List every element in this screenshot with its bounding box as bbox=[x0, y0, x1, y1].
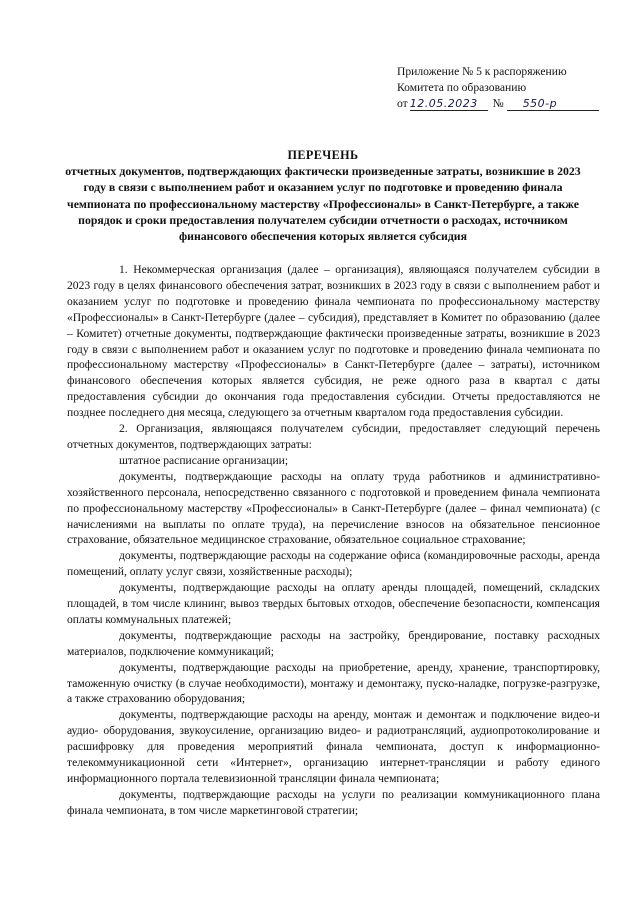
list-item-staff-schedule: штатное расписание организации; bbox=[119, 453, 289, 467]
attachment-date-line bbox=[397, 96, 612, 112]
paragraph-2: 2. Организация, являющаяся получателем субсидии, предоставляет следующий перечень отчетных документов, подтверждающих затраты: bbox=[67, 422, 600, 451]
list-item-construction-costs: документы, подтверждающие расходы на застройку, брендирование, поставку расходных материалов, подключение коммуникаций; bbox=[67, 628, 600, 658]
attachment-line-1: Приложение № 5 к распоряжению bbox=[397, 65, 567, 78]
attachment-block bbox=[397, 64, 612, 112]
attachment-line-2: Комитета по образованию bbox=[397, 81, 527, 94]
title-heading: ПЕРЕЧЕНЬ bbox=[287, 148, 359, 162]
list-item-office-costs: документы, подтверждающие расходы на содержание офиса (командировочные расходы, аренда помещений, оплату услуг связи, хозяйственные расходы); bbox=[67, 549, 600, 579]
paragraph-1: 1. Некоммерческая организация (далее – организация), являющаяся получателем субсидии в 2023 году в целях финансового обеспечения затрат, возникших в 2023 году в связи с выполнением работ и оказанием услуг по подготовке и проведению финала чемпионата по профессиональному мастерству «Профессионалы» в Санкт-Петербурге (далее – субсидия), представляет в Комитет по образованию (далее – Комитет) отчетные документы, подтверждающие фактически произведенные затраты, возникшие в 2023 году в связи с выполнением работ и оказанием услуг по подготовке и проведению финала чемпионата по профессиональному мастерству «Профессионалы» в Санкт-Петербурге (далее – затраты), источником финансового обеспечения которых является субсидия, не реже одного раза в квартал с даты предоставления субсидии до окончания года предоставления субсидии. Отчеты предоставляются не позднее последнего дня месяца, следующего за отчетным кварталом года предоставления субсидии. bbox=[67, 263, 600, 420]
document-body bbox=[67, 262, 600, 819]
list-item-labor-costs: документы, подтверждающие расходы на оплату труда работников и административно-хозяйственного персонала, непосредственно связанного с подготовкой и проведением финала чемпионата по профессиональному мастерству «Профессионалы» в Санкт-Петербурге (далее – финал чемпионата) (с начислениями на выплаты по оплате труда), на перечисление взносов на обязательное пенсионное страхование, обязательное медицинское страхование, обязательное социальное страхование; bbox=[67, 469, 600, 547]
date-field bbox=[410, 98, 488, 111]
number-prefix: № bbox=[492, 97, 504, 110]
date-prefix: от bbox=[397, 97, 408, 110]
handwritten-number: 550-р bbox=[522, 97, 558, 110]
list-item-communication-costs: документы, подтверждающие расходы на услуги по реализации коммуникационного плана финала чемпионата, в том числе маркетинговой стратегии; bbox=[67, 787, 600, 817]
title-subtitle: отчетных документов, подтверждающих фактически произведенные затраты, возникшие в 2023 году в связи с выполнением работ и оказанием услуг по подготовке и проведению финала чемпионата по профессиональному мастерству «Профессионалы» в Санкт-Петербурге, а также порядок и сроки предоставления получателем субсидии отчетности о расходах, источником финансового обеспечения которых является субсидия bbox=[65, 164, 581, 244]
document-title bbox=[60, 147, 586, 244]
list-item-av-costs: документы, подтверждающие расходы на аренду, монтаж и демонтаж и подключение видео-и аудио- оборудования, звукоусиление, организацию видео- и радиотрансляций, аудиопротоколирование и расшифровку для проведения мероприятий финала чемпионата, доступ к информационно-телекоммуникационной сети «Интернет», организацию интернет-трансляции и работу единого информационного портала телевизионной трансляции финала чемпионата; bbox=[67, 708, 600, 785]
list-item-rent-costs: документы, подтверждающие расходы на оплату аренды площадей, помещений, складских площадей, в том числе клининг, вывоз твердых бытовых отходов, обеспечение безопасности, компенсация оплаты коммунальных платежей; bbox=[67, 581, 600, 626]
number-field bbox=[507, 98, 599, 111]
handwritten-date: 12.05.2023 bbox=[409, 97, 478, 110]
list-item-equipment-costs: документы, подтверждающие расходы на приобретение, аренду, хранение, транспортировку, таможенную очистку (в случае необходимости), монтажу и демонтажу, пуско-наладке, погрузке-разгрузке, а также страхованию оборудования; bbox=[67, 660, 600, 706]
